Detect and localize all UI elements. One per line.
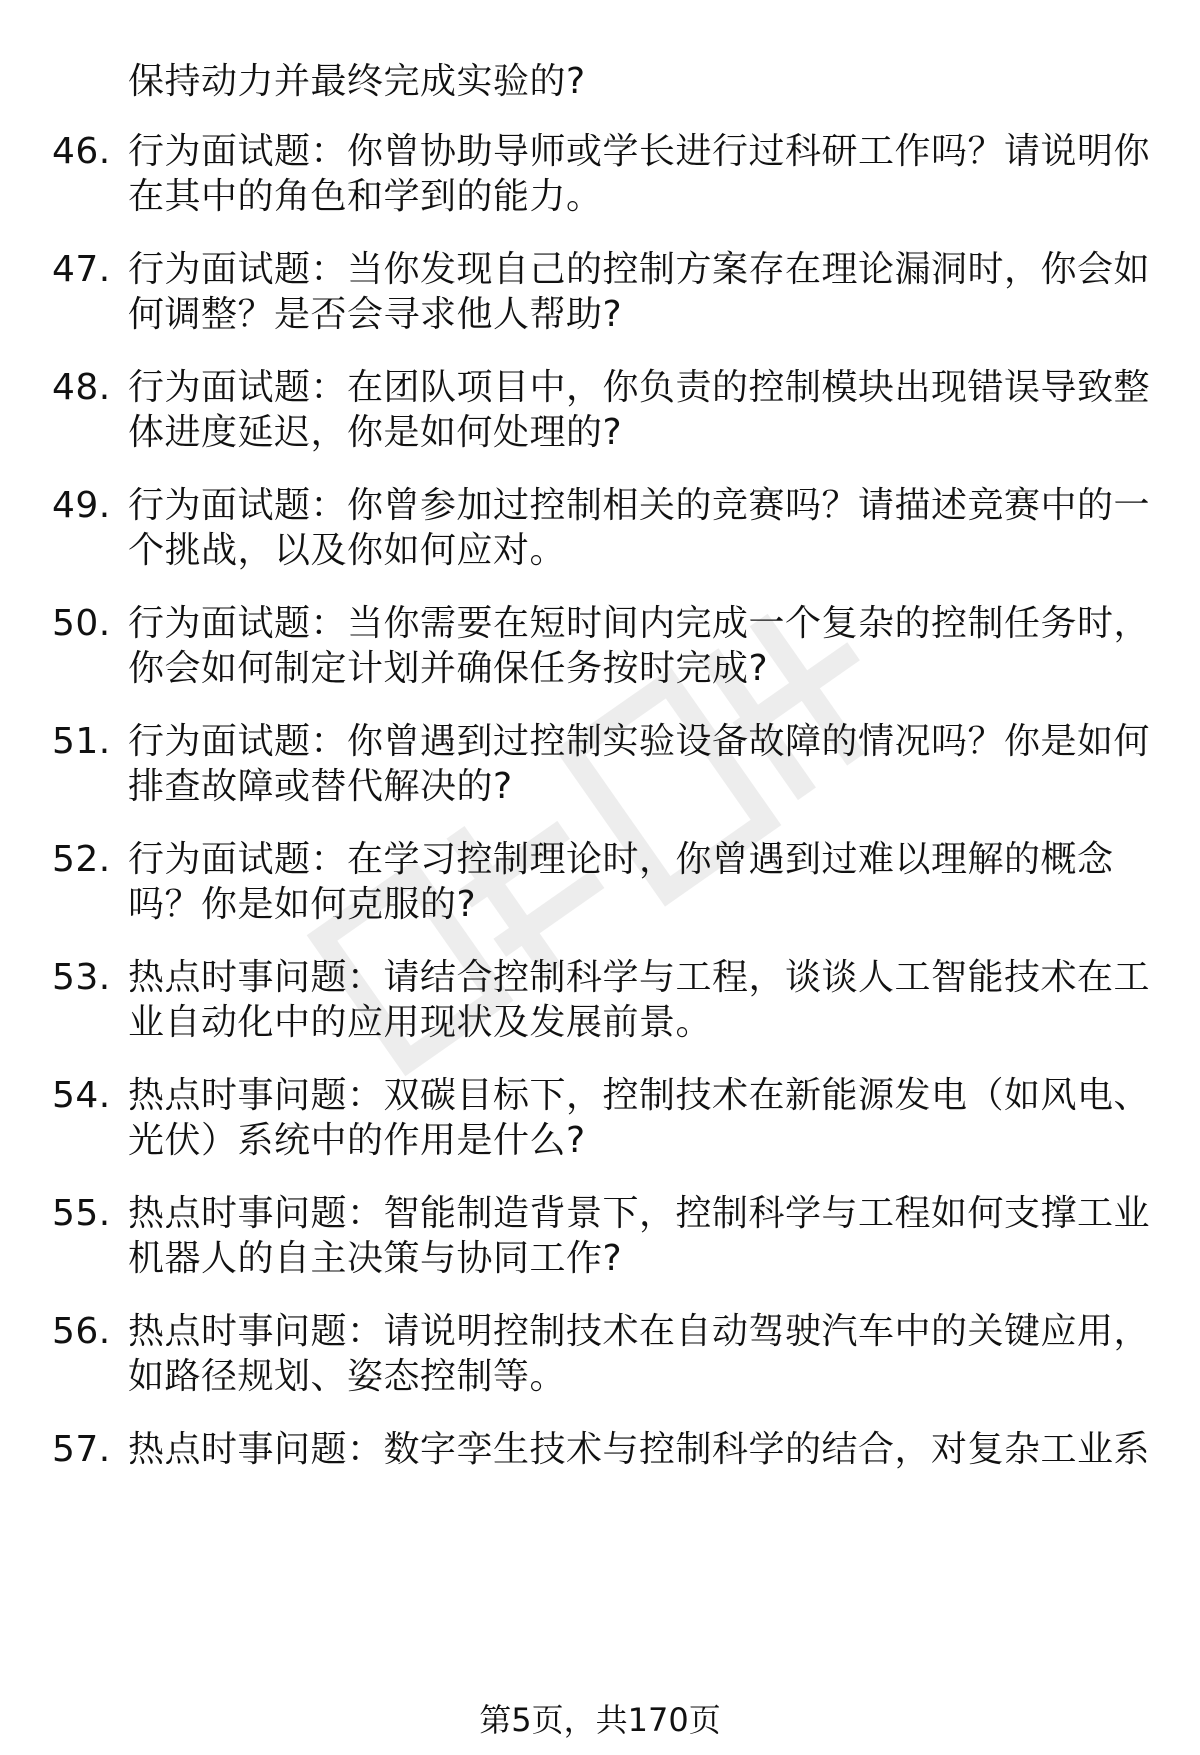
item-number: 57.	[52, 1429, 111, 1470]
item-text-line2: 吗？你是如何克服的?	[128, 884, 477, 925]
item-text-line1: 行为面试题：在学习控制理论时，你曾遇到过难以理解的概念	[128, 839, 1114, 880]
item-number: 48.	[52, 367, 111, 408]
item-text-line2: 光伏）系统中的作用是什么?	[128, 1120, 586, 1161]
item-text-line2: 你会如何制定计划并确保任务按时完成?	[128, 648, 769, 689]
item-text-line1: 行为面试题：当你需要在短时间内完成一个复杂的控制任务时，	[128, 603, 1151, 644]
item-number: 54.	[52, 1075, 111, 1116]
item-text-line1: 热点时事问题：请结合控制科学与工程，谈谈人工智能技术在工	[128, 957, 1151, 998]
item-text-line1: 行为面试题：你曾参加过控制相关的竞赛吗？请描述竞赛中的一	[128, 485, 1151, 526]
item-text-line2: 机器人的自主决策与协同工作?	[128, 1238, 623, 1279]
item-text-line1: 热点时事问题：数字孪生技术与控制科学的结合，对复杂工业系	[128, 1429, 1151, 1470]
item-text-line2: 个挑战，以及你如何应对。	[128, 530, 567, 571]
item-number: 55.	[52, 1193, 111, 1234]
item-text-line2: 何调整？是否会寻求他人帮助?	[128, 294, 623, 335]
item-text-line1: 热点时事问题：双碳目标下，控制技术在新能源发电（如风电、	[128, 1075, 1151, 1116]
item-text-line2: 业自动化中的应用现状及发展前景。	[128, 1002, 713, 1043]
item-number: 50.	[52, 603, 111, 644]
item-text-line1: 热点时事问题：请说明控制技术在自动驾驶汽车中的关键应用，	[128, 1311, 1151, 1352]
item-number: 47.	[52, 249, 111, 290]
continuation-text: 保持动力并最终完成实验的?	[128, 61, 586, 102]
item-text-line1: 行为面试题：你曾遇到过控制实验设备故障的情况吗？你是如何	[128, 721, 1151, 762]
item-text-line2: 排查故障或替代解决的?	[128, 766, 513, 807]
item-text-line1: 行为面试题：当你发现自己的控制方案存在理论漏洞时，你会如	[128, 249, 1151, 290]
item-number: 52.	[52, 839, 111, 880]
item-number: 51.	[52, 721, 111, 762]
item-text-line2: 体进度延迟，你是如何处理的?	[128, 412, 623, 453]
item-number: 56.	[52, 1311, 111, 1352]
item-text-line2: 在其中的角色和学到的能力。	[128, 176, 603, 217]
item-text-line1: 热点时事问题：智能制造背景下，控制科学与工程如何支撑工业	[128, 1193, 1151, 1234]
item-text-line1: 行为面试题：你曾协助导师或学长进行过科研工作吗？请说明你	[128, 131, 1151, 172]
item-text-line1: 行为面试题：在团队项目中，你负责的控制模块出现错误导致整	[128, 367, 1151, 408]
item-number: 53.	[52, 957, 111, 998]
item-number: 49.	[52, 485, 111, 526]
item-text-line2: 如路径规划、姿态控制等。	[128, 1356, 567, 1397]
page-footer: 第5页，共170页	[479, 1701, 721, 1739]
item-number: 46.	[52, 131, 111, 172]
